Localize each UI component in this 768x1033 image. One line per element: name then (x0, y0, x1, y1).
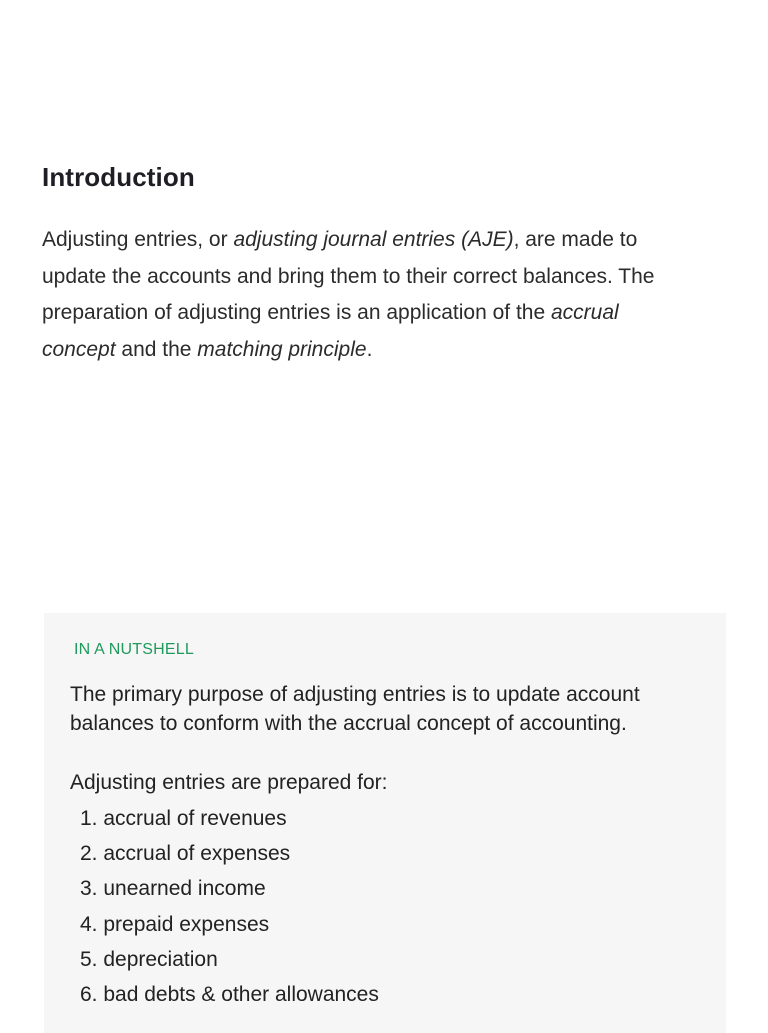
paragraph-text: preparation of adjusting entries is an application of the (42, 301, 551, 324)
list-item: 3. unearned income (80, 877, 266, 901)
intro-paragraph (42, 222, 726, 368)
list-item: 1. accrual of revenues (80, 807, 287, 830)
emphasized-term: accrual (551, 301, 619, 324)
callout-summary (70, 680, 720, 738)
intro-paragraph-line (42, 222, 726, 259)
list-item: 4. prepaid expenses (80, 912, 270, 936)
callout-label: IN A NUTSHELL (74, 641, 194, 658)
adjusting-entries-list (80, 804, 379, 1015)
emphasized-term: matching principle (197, 337, 367, 361)
paragraph-text: . (366, 337, 373, 361)
in-a-nutshell-callout (44, 613, 726, 1033)
callout-list-intro: Adjusting entries are prepared for: (70, 771, 388, 794)
paragraph-text: update the accounts and bring them to their correct balances. The (42, 264, 655, 288)
paragraph-text: , are made to (513, 228, 638, 251)
paragraph-text: and the (115, 337, 198, 361)
intro-paragraph-line (42, 332, 726, 369)
paragraph-text: Adjusting entries, or (42, 228, 234, 251)
section-heading-introduction: Introduction (42, 162, 195, 192)
intro-paragraph-line (42, 259, 726, 296)
list-item: 5. depreciation (80, 947, 218, 971)
emphasized-term: concept (42, 337, 116, 361)
list-item: 6. bad debts & other allowances (80, 982, 379, 1006)
emphasized-term: adjusting journal entries (AJE) (233, 228, 514, 251)
callout-summary-line: The primary purpose of adjusting entries is to update account (70, 683, 640, 706)
intro-paragraph-line (42, 295, 726, 332)
callout-summary-line: balances to conform with the accrual concept of accounting. (70, 712, 627, 735)
list-item: 2. accrual of expenses (80, 842, 291, 866)
